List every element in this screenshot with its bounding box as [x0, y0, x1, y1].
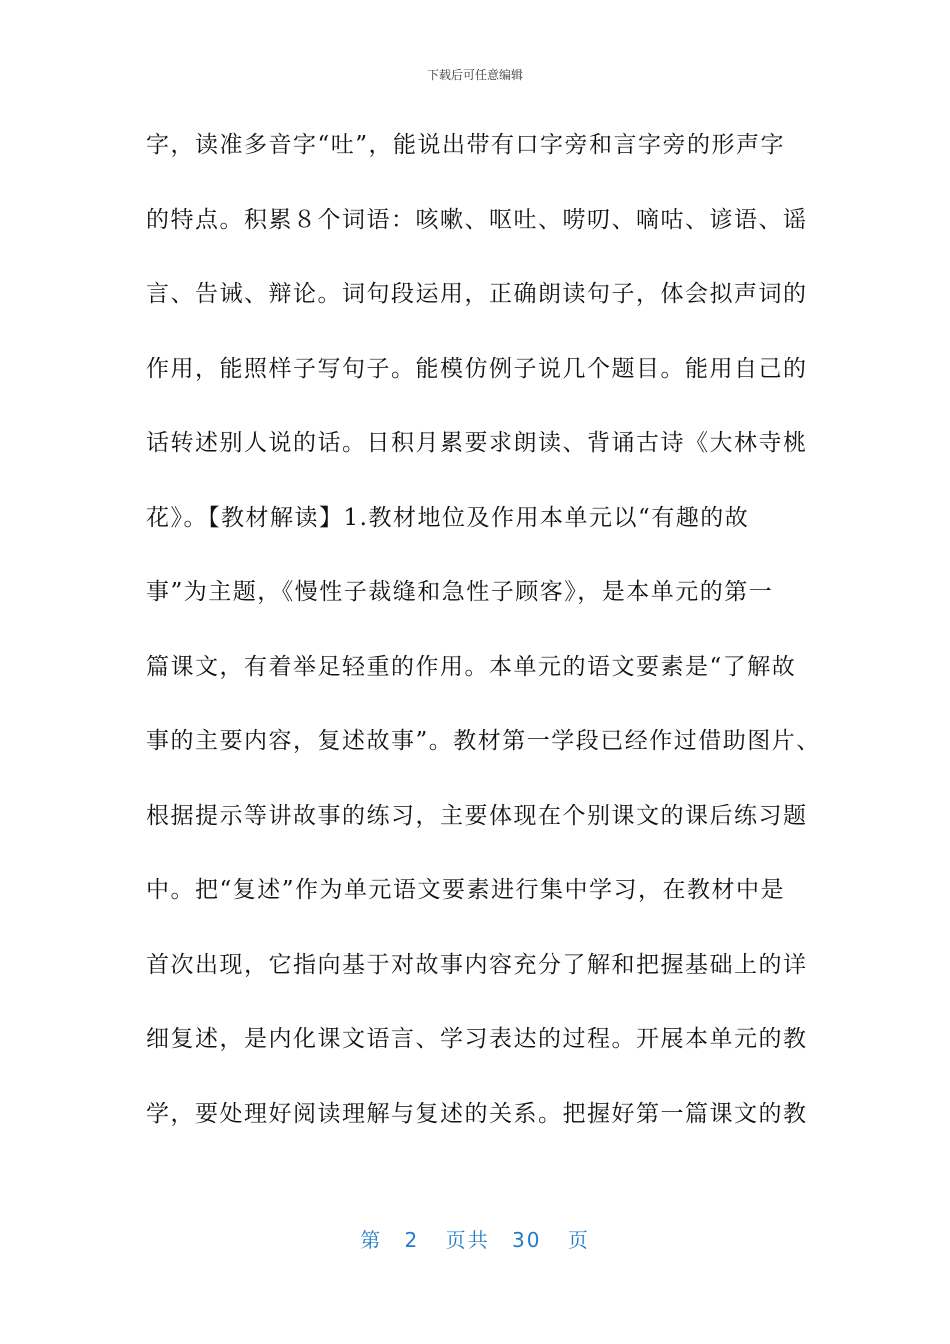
text-line: 篇课文，有着举足轻重的作用。本单元的语文要素是“了解故	[146, 653, 797, 680]
text-line: 中。把“复述”作为单元语文要素进行集中学习，在教材中是	[146, 877, 786, 903]
text-line: 根据提示等讲故事的练习，主要体现在个别课文的课后练习题	[146, 802, 808, 829]
footer-total-pages: 30	[512, 1228, 542, 1252]
text-line: 事的主要内容，复述故事”。教材第一学段已经作过借助图片、	[146, 728, 821, 754]
text-line: 的特点。积累８个词语：咳嗽、呕吐、唠叨、嘀咕、谚语、谣	[146, 206, 808, 233]
text-line: 话转述别人说的话。日积月累要求朗读、背诵古诗《大林寺桃	[146, 430, 808, 456]
text-line: 首次出现，它指向基于对故事内容充分了解和把握基础上的详	[146, 951, 808, 978]
body-text	[146, 120, 821, 1163]
text-line: 作用，能照样子写句子。能模仿例子说几个题目。能用自己的	[146, 355, 808, 382]
footer-suffix: 页	[567, 1228, 590, 1252]
footer-middle: 页共	[445, 1228, 490, 1252]
text-line: 言、告诫、辩论。词句段运用，正确朗读句子，体会拟声词的	[146, 281, 808, 307]
text-line: 事”为主题，《慢性子裁缝和急性子顾客》，是本单元的第一	[146, 579, 774, 605]
text-line: 花》。【教材解读】1.教材地位及作用本单元以“有趣的故	[146, 504, 750, 531]
text-line: 学，要处理好阅读理解与复述的关系。把握好第一篇课文的教	[146, 1100, 808, 1127]
text-line: 字，读准多音字“吐”，能说出带有口字旁和言字旁的形声字	[146, 132, 786, 158]
header-note: 下载后可任意编辑	[426, 68, 523, 82]
text-line: 细复述，是内化课文语言、学习表达的过程。开展本单元的教	[146, 1026, 808, 1052]
page-footer	[0, 1224, 950, 1253]
footer-prefix: 第	[360, 1228, 383, 1252]
page-header	[0, 66, 950, 83]
footer-page-number: 2	[404, 1228, 420, 1252]
